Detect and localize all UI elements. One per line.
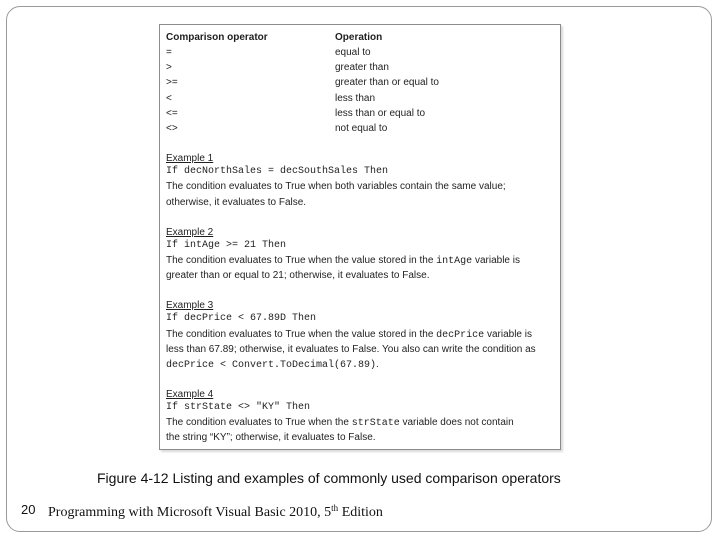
operator-cell: = xyxy=(166,47,172,58)
figure-box xyxy=(159,24,561,450)
operator-cell: < xyxy=(166,93,172,104)
example-4-title: Example 4 xyxy=(166,389,214,400)
example-3-description-line-2: less than 67.89; otherwise, it evaluates to False. You also can write the condition as xyxy=(166,344,536,355)
operation-cell: greater than xyxy=(335,62,389,73)
example-1-title: Example 1 xyxy=(166,153,214,164)
example-2-code: If intAge >= 21 Then xyxy=(166,240,287,251)
example-3-description-line-1: The condition evaluates to True when the value stored in the decPrice variable is xyxy=(166,329,532,341)
example-2-description-line-2: greater than or equal to 21; otherwise, it evaluates to False. xyxy=(166,270,430,281)
slide-number: 20 xyxy=(21,502,36,517)
operation-cell: not equal to xyxy=(335,123,388,134)
figure-caption: Figure 4-12 Listing and examples of commonly used comparison operators xyxy=(97,470,561,486)
operator-column-header: Comparison operator xyxy=(166,32,268,43)
operator-cell: <= xyxy=(166,108,178,119)
example-4-code: If strState <> "KY" Then xyxy=(166,402,311,413)
footer-text: Programming with Microsoft Visual Basic 2010, 5th Edition xyxy=(48,503,383,520)
example-4-description-line-1: The condition evaluates to True when the strState variable does not contain xyxy=(166,417,514,429)
example-2-title: Example 2 xyxy=(166,227,214,238)
example-3-title: Example 3 xyxy=(166,300,214,311)
operation-column-header: Operation xyxy=(335,32,383,43)
example-3-description-line-3: decPrice < Convert.ToDecimal(67.89). xyxy=(166,359,379,371)
example-1-code: If decNorthSales = decSouthSales Then xyxy=(166,166,389,177)
example-1-description-line-1: The condition evaluates to True when both variables contain the same value; xyxy=(166,181,506,192)
operator-cell: > xyxy=(166,62,172,73)
operation-cell: less than or equal to xyxy=(335,108,426,119)
operation-cell: equal to xyxy=(335,47,371,58)
example-2-description-line-1: The condition evaluates to True when the value stored in the intAge variable is xyxy=(166,255,520,267)
example-4-description-line-2: the string “KY”; otherwise, it evaluates to False. xyxy=(166,432,376,443)
operator-cell: <> xyxy=(166,123,178,134)
operator-cell: >= xyxy=(166,77,178,88)
operation-cell: less than xyxy=(335,93,376,104)
example-3-code: If decPrice < 67.89D Then xyxy=(166,313,317,324)
operation-cell: greater than or equal to xyxy=(335,77,439,88)
example-1-description-line-2: otherwise, it evaluates to False. xyxy=(166,197,307,208)
